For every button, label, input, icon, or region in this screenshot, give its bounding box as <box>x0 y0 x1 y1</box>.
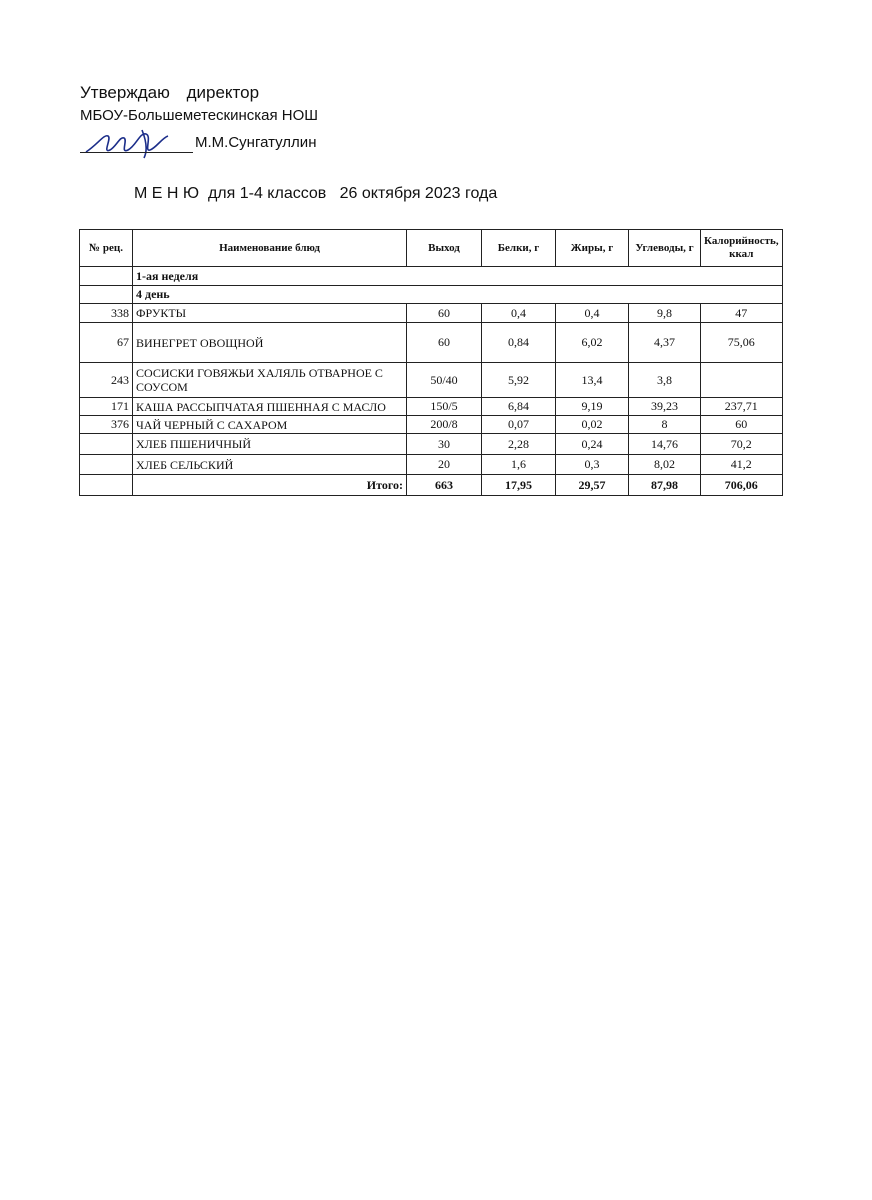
total-carbs: 87,98 <box>629 475 701 496</box>
day-row <box>80 286 783 304</box>
table-row <box>80 323 783 363</box>
carbs-value: 14,76 <box>629 434 701 455</box>
total-label: Итого: <box>133 475 407 496</box>
total-output: 663 <box>407 475 482 496</box>
output-value: 200/8 <box>407 416 482 434</box>
col-header-kcal: Калорийность, ккал <box>701 230 783 267</box>
kcal-value: 41,2 <box>701 455 783 475</box>
kcal-value: 75,06 <box>701 323 783 363</box>
rec-number: 376 <box>80 416 133 434</box>
total-kcal: 706,06 <box>701 475 783 496</box>
carbs-value: 3,8 <box>629 363 701 398</box>
day-label: 4 день <box>133 286 783 304</box>
dish-name: ХЛЕБ ПШЕНИЧНЫЙ <box>133 434 407 455</box>
col-header-protein: Белки, г <box>482 230 556 267</box>
dish-name: ЧАЙ ЧЕРНЫЙ С САХАРОМ <box>133 416 407 434</box>
dish-name: ФРУКТЫ <box>133 304 407 323</box>
rec-number: 171 <box>80 398 133 416</box>
week-label: 1-ая неделя <box>133 267 783 286</box>
fat-value: 9,19 <box>556 398 629 416</box>
kcal-value: 47 <box>701 304 783 323</box>
table-row <box>80 416 783 434</box>
col-header-output: Выход <box>407 230 482 267</box>
fat-value: 0,02 <box>556 416 629 434</box>
school-name: МБОУ-Большеметескинская НОШ <box>80 107 319 124</box>
signature-line <box>80 152 193 153</box>
output-value: 60 <box>407 323 482 363</box>
approval-header <box>80 83 271 103</box>
rec-number: 243 <box>80 363 133 398</box>
menu-table <box>79 229 783 496</box>
carbs-value: 4,37 <box>629 323 701 363</box>
fat-value: 0,4 <box>556 304 629 323</box>
protein-value: 2,28 <box>482 434 556 455</box>
kcal-value: 237,71 <box>701 398 783 416</box>
rec-number <box>80 455 133 475</box>
dish-name: ВИНЕГРЕТ ОВОЩНОЙ <box>133 323 407 363</box>
table-header-row <box>80 230 783 267</box>
director-signature <box>84 126 184 160</box>
dish-name: ХЛЕБ СЕЛЬСКИЙ <box>133 455 407 475</box>
carbs-value: 39,23 <box>629 398 701 416</box>
rec-number: 338 <box>80 304 133 323</box>
position-label: директор <box>186 83 260 102</box>
approve-label: Утверждаю <box>80 83 170 102</box>
fat-value: 0,3 <box>556 455 629 475</box>
kcal-value <box>701 363 783 398</box>
col-header-name: Наименование блюд <box>133 230 407 267</box>
carbs-value: 9,8 <box>629 304 701 323</box>
menu-title: М Е Н Ю для 1-4 классов 26 октября 2023 года <box>134 185 498 202</box>
table-row <box>80 363 783 398</box>
kcal-value: 70,2 <box>701 434 783 455</box>
protein-value: 5,92 <box>482 363 556 398</box>
output-value: 30 <box>407 434 482 455</box>
protein-value: 0,84 <box>482 323 556 363</box>
total-fat: 29,57 <box>556 475 629 496</box>
fat-value: 13,4 <box>556 363 629 398</box>
output-value: 60 <box>407 304 482 323</box>
kcal-value: 60 <box>701 416 783 434</box>
table-row <box>80 434 783 455</box>
col-header-fat: Жиры, г <box>556 230 629 267</box>
output-value: 20 <box>407 455 482 475</box>
protein-value: 0,07 <box>482 416 556 434</box>
col-header-rec: № рец. <box>80 230 133 267</box>
total-protein: 17,95 <box>482 475 556 496</box>
carbs-value: 8,02 <box>629 455 701 475</box>
fat-value: 6,02 <box>556 323 629 363</box>
week-row <box>80 267 783 286</box>
protein-value: 0,4 <box>482 304 556 323</box>
protein-value: 1,6 <box>482 455 556 475</box>
protein-value: 6,84 <box>482 398 556 416</box>
table-row <box>80 304 783 323</box>
output-value: 50/40 <box>407 363 482 398</box>
col-header-carbs: Углеводы, г <box>629 230 701 267</box>
output-value: 150/5 <box>407 398 482 416</box>
carbs-value: 8 <box>629 416 701 434</box>
fat-value: 0,24 <box>556 434 629 455</box>
dish-name: КАША РАССЫПЧАТАЯ ПШЕННАЯ С МАСЛО <box>133 398 407 416</box>
dish-name: СОСИСКИ ГОВЯЖЬИ ХАЛЯЛЬ ОТВАРНОЕ С СОУСОМ <box>133 363 407 398</box>
rec-number <box>80 434 133 455</box>
table-row <box>80 398 783 416</box>
director-name: М.М.Сунгатуллин <box>195 134 317 151</box>
total-row <box>80 475 783 496</box>
rec-number: 67 <box>80 323 133 363</box>
table-row <box>80 455 783 475</box>
